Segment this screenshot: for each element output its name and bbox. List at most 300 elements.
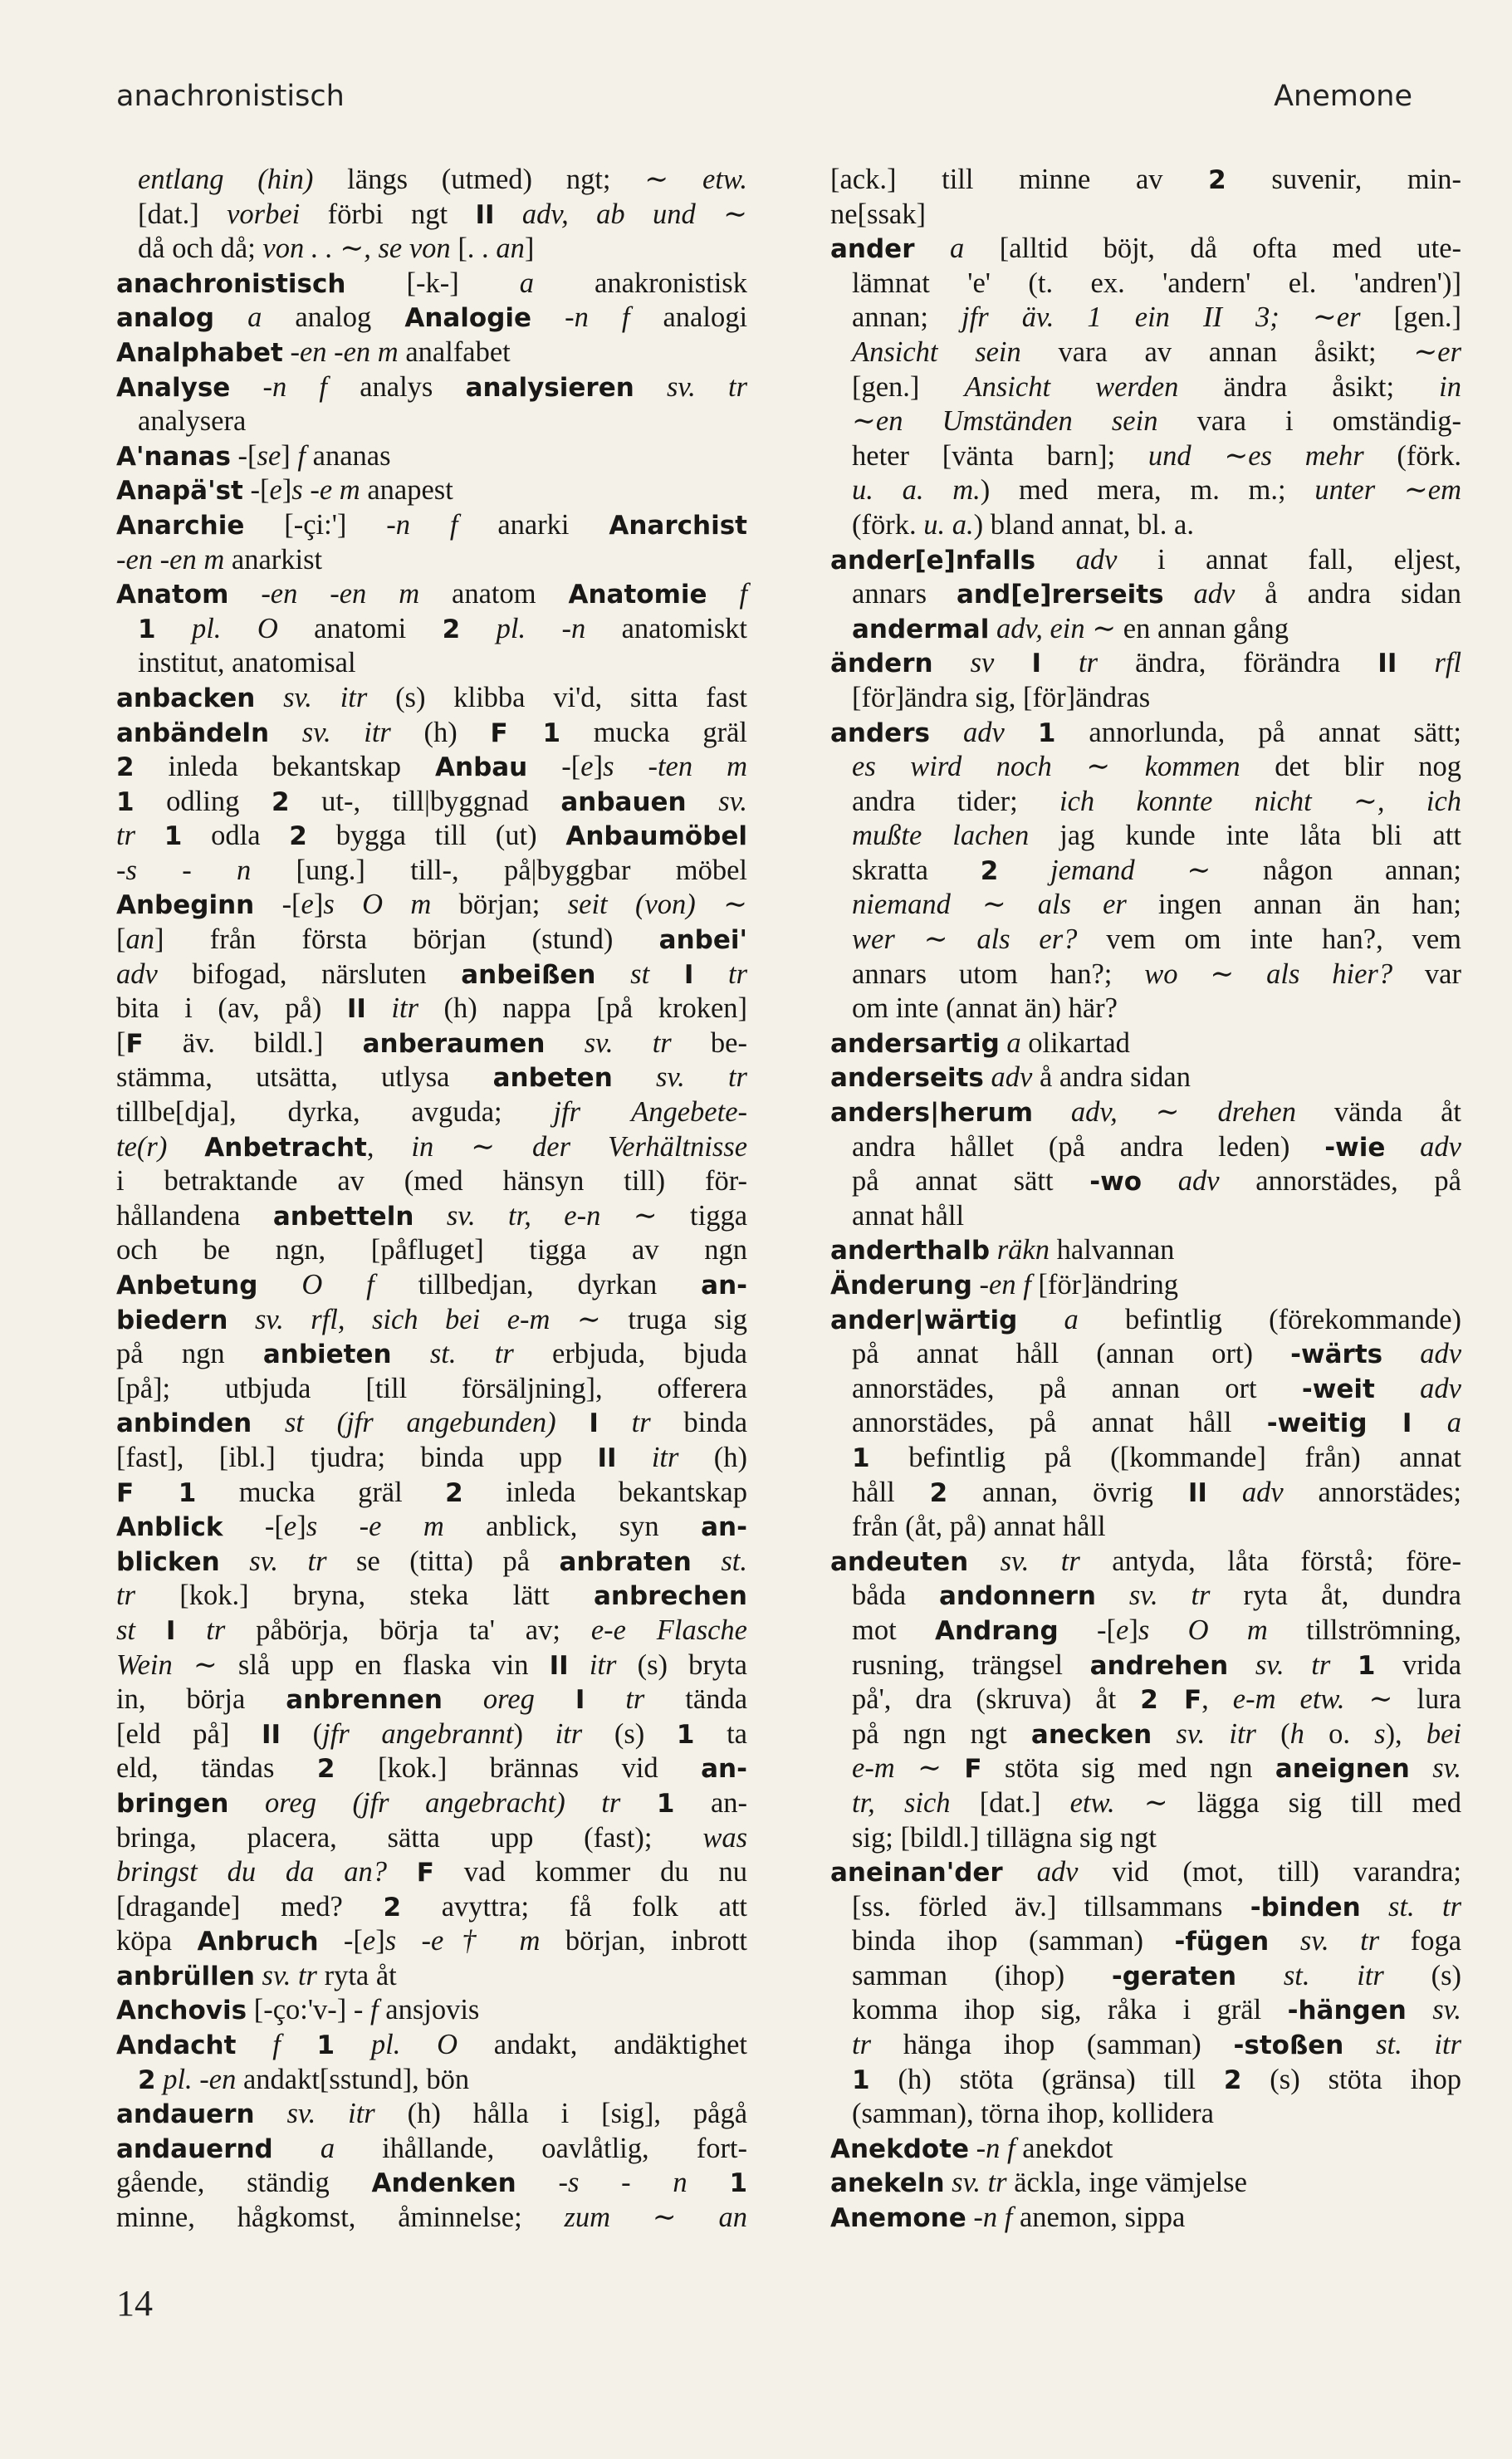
text-line xyxy=(116,1786,747,1821)
headword: anbeten xyxy=(492,1063,613,1094)
italic-text: e-e Flasche xyxy=(590,1614,747,1646)
body-text xyxy=(443,1683,483,1715)
headword: anbieten xyxy=(262,1340,392,1370)
body-text: anemon, sippa xyxy=(1012,2202,1186,2234)
body-text: andra hållet (på andra leden) xyxy=(852,1130,1325,1163)
italic-text: O f xyxy=(301,1269,374,1301)
body-text: slå upp en flaska vin xyxy=(217,1648,550,1681)
italic-text: -en f xyxy=(979,1269,1031,1301)
italic-text: u. a. xyxy=(923,508,974,541)
italic-text: e-m ∼ xyxy=(852,1752,942,1785)
body-text xyxy=(460,613,496,644)
headword: II xyxy=(346,994,366,1025)
italic-text: itr xyxy=(555,1717,583,1750)
italic-text: u. a. m. xyxy=(852,474,981,507)
text-line xyxy=(830,958,1461,992)
text-line xyxy=(830,1924,1461,1959)
italic-text: sv. tr xyxy=(1000,1545,1080,1577)
body-text: ] från första början (stund) xyxy=(154,923,659,956)
body-text: ] xyxy=(593,751,604,783)
body-text xyxy=(531,301,565,333)
body-text: tillbedjan, dyrkan xyxy=(374,1269,702,1301)
italic-text: st xyxy=(116,1614,136,1646)
body-text xyxy=(1003,1856,1037,1888)
body-text: ) med mera, m. m.; xyxy=(980,474,1315,507)
body-text: på ngn ngt xyxy=(852,1717,1031,1750)
text-line xyxy=(116,1510,747,1545)
italic-text: -en -en m xyxy=(116,543,225,576)
body-text: [kok.] brännas vid xyxy=(335,1752,702,1785)
text-line xyxy=(116,1372,747,1407)
body-text: annan, övrig xyxy=(947,1476,1188,1508)
text-line xyxy=(830,336,1461,370)
body-text: å andra sidan xyxy=(1235,578,1461,610)
headword: 2 xyxy=(383,1892,402,1923)
body-text: ) xyxy=(513,1717,555,1750)
body-text: institut, anatomisal xyxy=(138,647,356,679)
body-text: å andra sidan xyxy=(1032,1061,1191,1094)
text-line xyxy=(830,1476,1461,1511)
body-text xyxy=(634,371,667,403)
body-text xyxy=(392,1338,430,1369)
headword: 1 xyxy=(852,1443,870,1473)
headword: Anemone xyxy=(830,2203,966,2234)
italic-text: st. itr xyxy=(1376,2029,1462,2061)
body-text: [gen.] xyxy=(852,370,965,403)
headword: anbrechen xyxy=(593,1581,747,1612)
headword: -binden xyxy=(1250,1892,1361,1923)
body-text: vända åt xyxy=(1295,1096,1461,1129)
italic-text: itr xyxy=(651,1441,679,1473)
body-text: [för]ändra sig, [för]ändras xyxy=(852,681,1151,713)
body-text: in, börja xyxy=(116,1683,286,1716)
body-text: olikartad xyxy=(1020,1026,1130,1059)
headword: andersartig xyxy=(830,1028,1000,1059)
italic-text: -s - n xyxy=(116,854,252,886)
italic-text: pl. O xyxy=(370,2029,458,2061)
headword: anderseits xyxy=(830,1063,984,1094)
text-line xyxy=(116,163,747,198)
headword: anecken xyxy=(1030,1719,1152,1750)
text-line xyxy=(830,1233,1461,1268)
headword: F xyxy=(416,1858,434,1888)
headword: I xyxy=(575,1685,585,1716)
headword: anders xyxy=(830,718,930,748)
italic-text: tr xyxy=(116,1580,136,1612)
body-text: [dat.] xyxy=(138,198,228,230)
body-text: ihållande, oavlåtlig, fort- xyxy=(335,2132,748,2164)
text-line xyxy=(830,508,1461,543)
body-text xyxy=(984,1061,991,1093)
body-text: analfabet xyxy=(398,336,511,368)
headword: -wie xyxy=(1324,1132,1386,1163)
text-line xyxy=(830,612,1461,647)
body-text: avyttra; få folk att xyxy=(401,1890,747,1923)
body-text xyxy=(135,820,164,851)
italic-text: adv xyxy=(1075,543,1118,576)
italic-text: itr xyxy=(391,992,419,1025)
italic-text: -s - n xyxy=(558,2167,687,2199)
italic-text: a xyxy=(1446,1407,1462,1439)
text-line xyxy=(116,1130,747,1165)
text-line xyxy=(116,370,747,405)
italic-text: von . . ∼, se von xyxy=(262,233,451,265)
italic-text: e xyxy=(362,1925,376,1957)
body-text: binda xyxy=(650,1407,748,1439)
headword: Anblick xyxy=(116,1512,223,1543)
text-line xyxy=(116,1061,747,1095)
italic-text: -n f xyxy=(976,2132,1015,2164)
body-text xyxy=(968,1545,1000,1577)
text-line xyxy=(116,2132,747,2167)
headword: 2 xyxy=(929,1477,948,1508)
body-text: odling xyxy=(134,785,272,817)
italic-text: jemand ∼ xyxy=(1050,854,1211,886)
body-text xyxy=(969,2133,976,2164)
headword: F 1 xyxy=(116,1477,197,1508)
body-text xyxy=(366,992,392,1024)
text-line xyxy=(116,1717,747,1752)
italic-text: adv xyxy=(1420,1130,1461,1163)
body-text xyxy=(998,855,1050,886)
italic-text: sv. tr xyxy=(1255,1648,1331,1681)
italic-text: jfr angebrannt xyxy=(322,1717,514,1750)
italic-text: es wird noch ∼ kommen xyxy=(852,751,1240,783)
italic-text: jfr Angebete- xyxy=(553,1096,748,1129)
body-text xyxy=(269,717,302,748)
right-column xyxy=(830,163,1461,2236)
body-text: någon annan; xyxy=(1211,854,1461,886)
text-line xyxy=(116,1614,747,1648)
headword: II xyxy=(475,199,495,230)
body-text xyxy=(1330,1649,1358,1681)
body-text: bygga till (ut) xyxy=(306,820,566,852)
body-text: anatomi xyxy=(277,612,443,644)
body-text xyxy=(1368,1407,1402,1438)
body-text: ] xyxy=(375,1925,385,1957)
body-text xyxy=(1096,1580,1129,1611)
headword: 1 xyxy=(164,821,183,852)
headword: ander|wärtig xyxy=(830,1305,1018,1335)
text-line xyxy=(116,958,747,992)
text-line xyxy=(830,370,1461,405)
headword: F xyxy=(964,1754,982,1785)
body-text: hänga ihop (samman) xyxy=(871,2029,1234,2061)
body-text: annars utom han?; xyxy=(852,958,1145,990)
text-line xyxy=(116,1579,747,1614)
headword: Andenken xyxy=(371,2168,516,2199)
italic-text: tr xyxy=(1079,647,1099,679)
text-line xyxy=(830,716,1461,751)
body-text: hållandena xyxy=(116,1199,273,1232)
body-text: anarki xyxy=(458,508,609,541)
headword: analysieren xyxy=(465,372,634,403)
body-text xyxy=(228,1787,265,1819)
headword: anbändeln xyxy=(116,718,270,748)
body-text: (h) xyxy=(678,1441,747,1473)
italic-text: in xyxy=(1439,370,1462,403)
headword: 1 xyxy=(852,2065,870,2095)
italic-text: sv. tr xyxy=(655,1061,747,1094)
italic-text: sv. xyxy=(1432,1752,1462,1785)
body-text xyxy=(599,1407,632,1438)
body-text xyxy=(989,613,996,644)
italic-text: sv. tr, e-n ∼ xyxy=(446,1199,658,1232)
body-text: ut-, till|byggnad xyxy=(289,785,561,817)
headword: anbauen xyxy=(560,786,687,817)
body-text: binda ihop (samman) xyxy=(852,1925,1175,1957)
body-text: då och då; xyxy=(138,233,263,265)
italic-text: s xyxy=(1374,1717,1386,1750)
body-text: tillströmning, xyxy=(1267,1614,1461,1646)
text-line xyxy=(830,1545,1461,1580)
italic-text: tr xyxy=(206,1614,226,1646)
italic-text: tr xyxy=(728,958,748,990)
body-text: truga sig xyxy=(600,1303,748,1335)
text-line xyxy=(830,1751,1461,1786)
headword: Anbruch xyxy=(197,1927,319,1957)
body-text xyxy=(230,371,262,403)
body-text: (s) klibba vi'd, sitta fast xyxy=(367,681,747,713)
text-line xyxy=(830,1821,1461,1856)
headword: Analphabet xyxy=(116,337,283,368)
body-text xyxy=(257,1269,301,1301)
italic-text: bei xyxy=(1426,1717,1462,1750)
text-line xyxy=(116,1476,747,1511)
text-line xyxy=(116,336,747,370)
body-text: i betraktande av (med hänsyn till) för- xyxy=(116,1165,747,1198)
headword: II xyxy=(549,1650,569,1681)
italic-text: sv. itr xyxy=(286,2098,375,2130)
body-text: båda xyxy=(852,1580,939,1612)
headword: Andrang xyxy=(935,1615,1059,1646)
headword: andauernd xyxy=(116,2133,273,2164)
body-text: ryta åt, dundra xyxy=(1210,1580,1461,1612)
text-line xyxy=(830,1855,1461,1890)
headword: ändern xyxy=(830,649,933,679)
headword: Anbau xyxy=(435,752,528,783)
italic-text: e xyxy=(283,1511,297,1543)
italic-text: niemand ∼ als er xyxy=(852,889,1127,921)
italic-text: adv, ∼ drehen xyxy=(1070,1096,1296,1129)
italic-text: an xyxy=(496,233,525,265)
italic-text: sv. itr xyxy=(301,716,391,748)
italic-text: mußte lachen xyxy=(852,820,1030,852)
body-text xyxy=(228,1304,255,1335)
italic-text: s -e† m xyxy=(384,1925,541,1957)
body-text xyxy=(273,2133,321,2164)
body-text xyxy=(387,1856,417,1888)
body-text: ansjovis xyxy=(378,1994,480,2026)
headword: anbacken xyxy=(116,683,256,713)
headword: andeuten xyxy=(830,1546,969,1577)
body-text xyxy=(942,1752,964,1784)
body-text: ta xyxy=(694,1717,747,1750)
text-line xyxy=(116,1890,747,1925)
text-line xyxy=(830,1061,1461,1095)
text-line xyxy=(116,888,747,923)
text-line xyxy=(116,854,747,889)
text-line xyxy=(116,577,747,612)
body-text: lura xyxy=(1392,1683,1461,1716)
body-text xyxy=(236,2029,272,2060)
italic-text: adv, ein ∼ xyxy=(996,612,1117,644)
headword: ander xyxy=(830,234,915,265)
text-line xyxy=(116,1337,747,1372)
body-text xyxy=(1017,1304,1064,1335)
headword: 1 xyxy=(316,2030,335,2061)
body-text xyxy=(255,682,283,713)
body-text: komma ihop sig, råka i gräl xyxy=(852,1994,1288,2026)
body-text: rusning, trängsel xyxy=(852,1648,1090,1681)
headword: Anapä'st xyxy=(116,476,243,507)
text-line xyxy=(830,1579,1461,1614)
headword: -geraten xyxy=(1111,1961,1237,1991)
body-text xyxy=(255,1960,262,1991)
headword: Anbaumöbel xyxy=(565,821,748,852)
body-text: [ss. förled äv.] tillsammans xyxy=(852,1890,1250,1923)
headword: 2 xyxy=(271,786,290,817)
headword: anbei' xyxy=(658,925,747,956)
body-text: ] xyxy=(296,1511,306,1543)
headword: anders|herum xyxy=(830,1098,1034,1129)
text-line xyxy=(830,1648,1461,1683)
body-text xyxy=(595,958,630,990)
italic-text: Ansicht werden xyxy=(964,370,1179,403)
headword: Analyse xyxy=(116,372,231,403)
body-text: [ack.] till minne av xyxy=(830,164,1209,195)
body-text: vara i omständig- xyxy=(1157,405,1462,438)
body-text: , xyxy=(1201,1683,1233,1716)
italic-text: sv. tr xyxy=(1299,1925,1380,1957)
body-text: (s) xyxy=(582,1717,677,1750)
headword: I xyxy=(589,1408,599,1439)
text-line xyxy=(116,785,747,820)
body-text: på ngn xyxy=(116,1338,263,1370)
headword: Anbetracht xyxy=(204,1132,367,1163)
text-line xyxy=(116,301,747,336)
body-text: analys xyxy=(327,370,466,403)
running-header-right: Anemone xyxy=(1274,80,1412,113)
body-text xyxy=(569,1649,590,1681)
body-text: tigga xyxy=(657,1199,748,1232)
body-text: -[ xyxy=(230,439,257,472)
body-text: halvannan xyxy=(1050,1234,1175,1266)
text-line xyxy=(830,1026,1461,1061)
text-line xyxy=(116,2097,747,2132)
body-text xyxy=(1035,544,1076,576)
body-text xyxy=(1407,1994,1432,2025)
running-header-left: anachronistisch xyxy=(116,80,345,113)
italic-text: wo ∼ als hier? xyxy=(1144,958,1393,990)
text-line xyxy=(830,785,1461,820)
body-text: på', dra (skruva) åt xyxy=(852,1683,1141,1716)
body-text xyxy=(1397,647,1434,678)
italic-text: sv xyxy=(970,647,995,679)
text-line xyxy=(830,1890,1461,1925)
headword: A'nanas xyxy=(116,441,231,472)
italic-text: f xyxy=(739,578,748,610)
text-line xyxy=(116,1303,747,1338)
body-text: var xyxy=(1392,958,1461,990)
text-line xyxy=(116,646,747,681)
headword: -hängen xyxy=(1287,1996,1407,2026)
headword: I xyxy=(165,1615,176,1646)
body-text: inleda bekantskap xyxy=(462,1476,747,1508)
italic-text: a xyxy=(1006,1026,1021,1059)
body-text xyxy=(255,2098,287,2129)
text-line xyxy=(830,1993,1461,2028)
headword: 1 xyxy=(729,2168,748,2199)
text-line xyxy=(116,473,747,508)
text-line xyxy=(116,1233,747,1268)
body-text: [ung.] till-, på|byggbar möbel xyxy=(251,854,747,886)
headword: an- xyxy=(701,1512,747,1543)
body-text: början; xyxy=(431,889,568,921)
text-line xyxy=(116,1095,747,1130)
italic-text: -n f xyxy=(262,370,328,403)
text-line xyxy=(116,1683,747,1717)
italic-text: f xyxy=(272,2029,281,2061)
body-text xyxy=(1152,1718,1176,1750)
headword: andauern xyxy=(116,2099,255,2130)
body-text: [. . xyxy=(450,233,497,265)
body-text: bifogad, närsluten xyxy=(157,958,462,990)
headword: andrehen xyxy=(1089,1650,1229,1681)
body-text: ] xyxy=(1128,1614,1138,1646)
headword: 2 xyxy=(116,752,135,783)
text-line xyxy=(116,2166,747,2201)
headword: anekeln xyxy=(830,2168,945,2199)
italic-text: sv. tr xyxy=(262,1959,317,1991)
body-text: stöta sig med ngn xyxy=(981,1752,1275,1785)
body-text: ( xyxy=(1255,1717,1290,1750)
text-line xyxy=(830,1441,1461,1476)
headword: Anchovis xyxy=(116,1996,247,2026)
italic-text: -en -en m xyxy=(290,336,399,368)
italic-text: e xyxy=(1116,1614,1129,1646)
text-line xyxy=(830,301,1461,336)
headword: an- xyxy=(701,1754,747,1785)
headword: II xyxy=(261,1719,281,1750)
body-text: äv. bildl.] xyxy=(143,1026,363,1059)
body-text: anatom xyxy=(419,578,569,610)
headword: Anbetung xyxy=(116,1271,258,1301)
body-text: eld, tändas xyxy=(116,1752,317,1785)
headword: -fügen xyxy=(1174,1927,1270,1957)
body-text: anarkist xyxy=(224,543,323,576)
italic-text: adv xyxy=(1177,1165,1220,1198)
text-line xyxy=(116,1855,747,1890)
text-line xyxy=(830,577,1461,612)
body-text: , xyxy=(366,1130,412,1163)
italic-text: s -e m xyxy=(306,1511,444,1543)
italic-text: tr, sich xyxy=(852,1786,951,1819)
headword: II xyxy=(1377,649,1397,679)
body-text: ] xyxy=(524,233,535,265)
italic-text: bringst du da an? xyxy=(116,1856,387,1888)
body-text xyxy=(167,1131,204,1163)
body-text: [-k-] xyxy=(345,267,520,299)
body-text: förbi ngt xyxy=(300,198,476,230)
body-text: lägga sig till med xyxy=(1167,1786,1461,1819)
headword: anbraten xyxy=(559,1546,692,1577)
body-text xyxy=(228,578,261,610)
body-text xyxy=(516,2167,559,2198)
italic-text: a xyxy=(949,233,965,265)
text-line xyxy=(830,1372,1461,1407)
body-text: befintlig (förekommande) xyxy=(1078,1303,1461,1335)
